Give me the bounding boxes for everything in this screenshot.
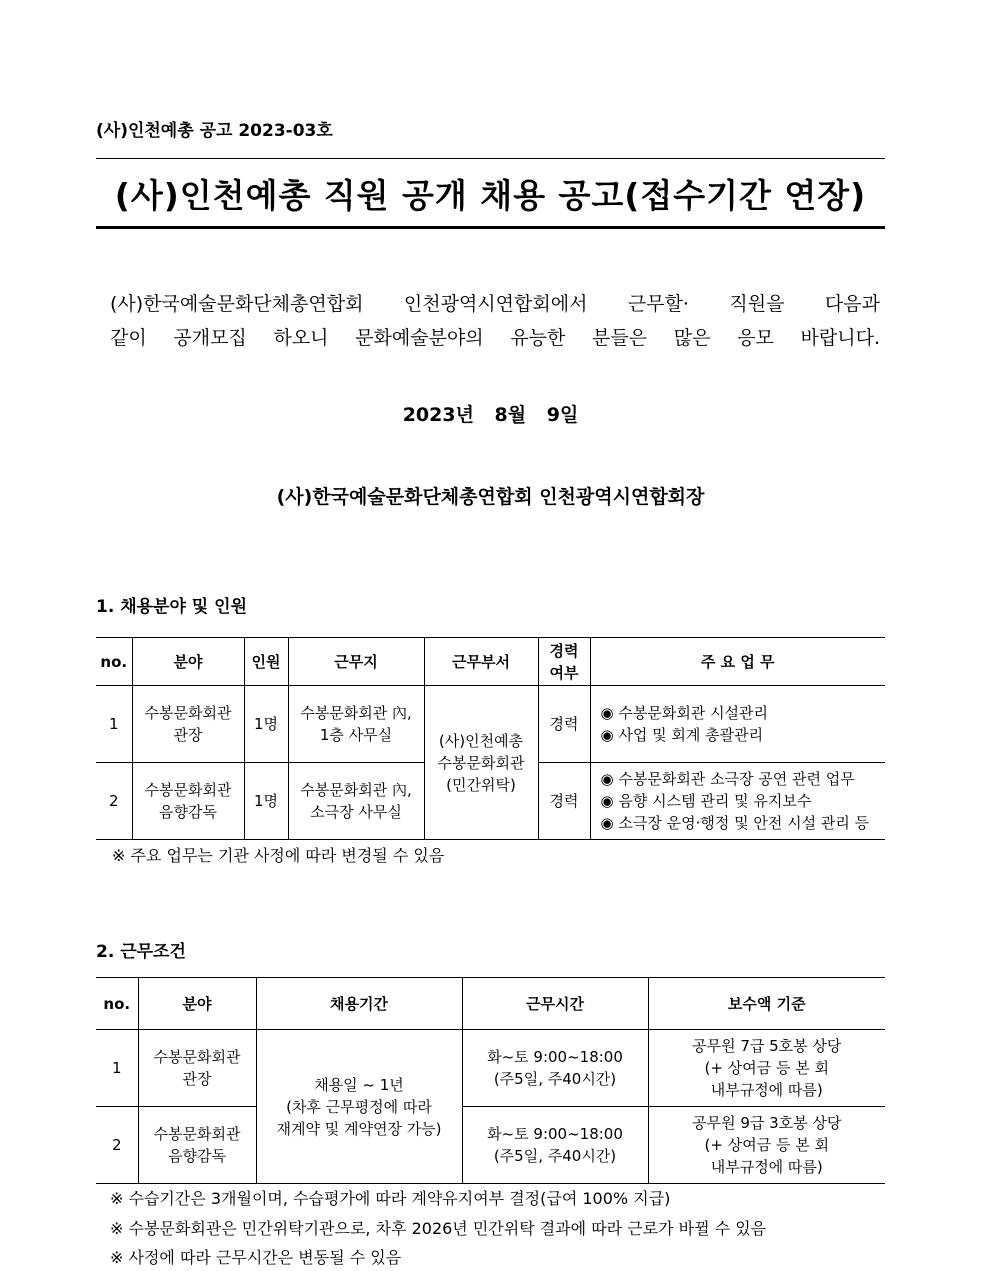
intro-paragraph (110, 287, 880, 355)
row-no: 1 (96, 686, 132, 763)
title-bottom-rule (96, 226, 885, 229)
header-pay: 보수액 기준 (648, 978, 885, 1030)
table-row (96, 686, 885, 763)
row-field: 수봉문화회관 관장 (132, 686, 244, 763)
row-location: 수봉문화회관 內, 소극장 사무실 (288, 763, 424, 840)
header-hours: 근무시간 (462, 978, 648, 1030)
header-location: 근무지 (288, 638, 424, 686)
notice-number: (사)인천예총 공고 2023-03호 (96, 121, 333, 141)
page-title: (사)인천예총 직원 공개 채용 공고(접수기간 연장) (114, 176, 867, 215)
header-count: 인원 (244, 638, 288, 686)
intro-line-1: (사)한국예술문화단체총연합회 인천광역시연합회에서 근무할· 직원을 다음과 (110, 293, 880, 315)
row-field: 수봉문화회관 관장 (138, 1030, 256, 1107)
row-career: 경력 (538, 686, 590, 763)
section2-note-3: ※ 사정에 따라 근무시간은 변동될 수 있음 (110, 1248, 402, 1267)
notice-date: 2023년 8월 9일 (402, 404, 579, 426)
row-count: 1명 (244, 763, 288, 840)
organization-signature: (사)한국예술문화단체총연합회 인천광역시연합회장 (276, 486, 705, 508)
row-no: 2 (96, 763, 132, 840)
section2-heading: 2. 근무조건 (96, 942, 186, 962)
header-no: no. (96, 638, 132, 686)
row-pay: 공무원 7급 5호봉 상당 (+ 상여금 등 본 회 내부규정에 따름) (648, 1030, 885, 1107)
title-top-rule (96, 158, 885, 159)
row-field: 수봉문화회관 음향감독 (138, 1107, 256, 1184)
table-row (96, 1030, 885, 1107)
row-hours: 화~토 9:00~18:00 (주5일, 주40시간) (462, 1030, 648, 1107)
row-duties: ◉ 수봉문화회관 소극장 공연 관련 업무 ◉ 음향 시스템 관리 및 유지보수 ◉ 소극장 운영·행정 및 안전 시설 관리 등 (590, 763, 885, 840)
recruitment-table (96, 637, 885, 840)
section2-note-2: ※ 수봉문화회관은 민간위탁기관으로, 차후 2026년 민간위탁 결과에 따라 근로가 바뀔 수 있음 (110, 1219, 767, 1238)
header-career: 경력 여부 (538, 638, 590, 686)
header-no: no. (96, 978, 138, 1030)
row-field: 수봉문화회관 음향감독 (132, 763, 244, 840)
row-period: 채용일 ~ 1년 (차후 근무평정에 따라 재계약 및 계약연장 가능) (256, 1030, 462, 1184)
row-hours: 화~토 9:00~18:00 (주5일, 주40시간) (462, 1107, 648, 1184)
header-dept: 근무부서 (424, 638, 538, 686)
row-no: 1 (96, 1030, 138, 1107)
table-header-row (96, 638, 885, 686)
row-pay: 공무원 9급 3호봉 상당 (+ 상여금 등 본 회 내부규정에 따름) (648, 1107, 885, 1184)
table-row (96, 1107, 885, 1184)
row-no: 2 (96, 1107, 138, 1184)
table-header-row (96, 978, 885, 1030)
header-period: 채용기간 (256, 978, 462, 1030)
section2-note-1: ※ 수습기간은 3개월이며, 수습평가에 따라 계약유지여부 결정(급여 100% 지급) (110, 1189, 671, 1208)
row-dept: (사)인천예총 수봉문화회관 (민간위탁) (424, 686, 538, 840)
intro-line-2: 같이 공개모집 하오니 문화예술분야의 유능한 분들은 많은 응모 바랍니다. (110, 327, 880, 349)
row-count: 1명 (244, 686, 288, 763)
section1-note: ※ 주요 업무는 기관 사정에 따라 변경될 수 있음 (112, 846, 445, 865)
row-location: 수봉문화회관 內, 1층 사무실 (288, 686, 424, 763)
header-field: 분야 (138, 978, 256, 1030)
header-duties: 주 요 업 무 (590, 638, 885, 686)
conditions-table (96, 977, 885, 1184)
row-career: 경력 (538, 763, 590, 840)
row-duties: ◉ 수봉문화회관 시설관리 ◉ 사업 및 회계 총괄관리 (590, 686, 885, 763)
section1-heading: 1. 채용분야 및 인원 (96, 597, 247, 617)
header-field: 분야 (132, 638, 244, 686)
